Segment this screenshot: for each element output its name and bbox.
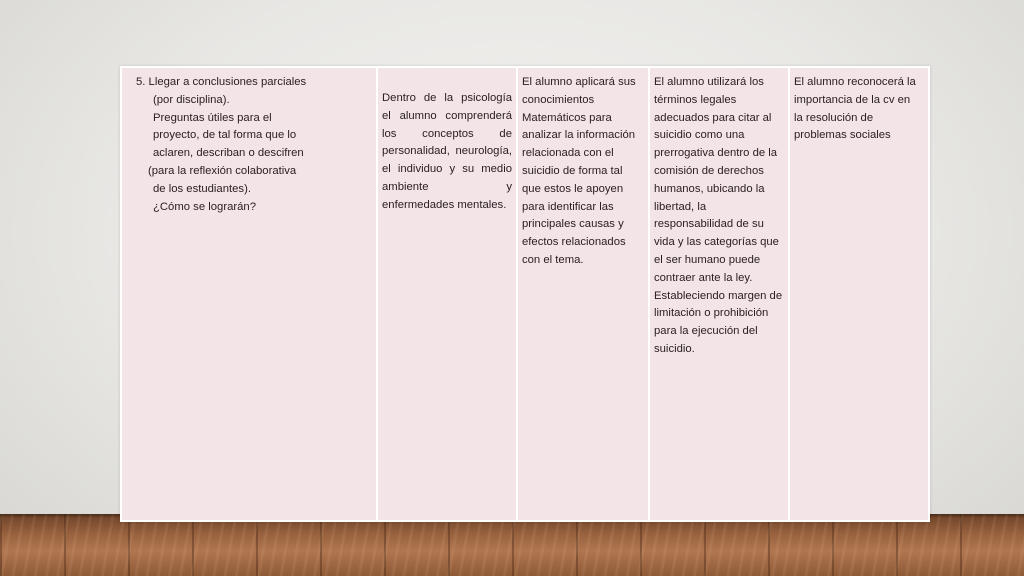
cell-text-line: humanos, ubicando la — [654, 182, 765, 195]
cell-matematicas — [518, 68, 648, 520]
cell-text-line: el ser humano puede — [654, 253, 761, 266]
cell-derecho — [650, 68, 788, 520]
cell-social — [790, 68, 928, 520]
cell-text-line: relacionada con el — [522, 147, 614, 160]
cell-conclusiones — [122, 68, 376, 520]
cell-text-line: El alumno reconocerá la — [794, 76, 916, 88]
cell-text-line: la resolución de — [794, 111, 874, 124]
cell-text-line: el individuo y su medio — [382, 163, 512, 176]
cell-text-line: Estableciendo margen de — [654, 289, 783, 302]
cell-text-line: suicidio. — [654, 342, 695, 355]
cell-text-line: problemas sociales — [794, 129, 891, 142]
cell-text-line: ¿Cómo se lograrán? — [153, 200, 256, 213]
cell-text-line: los conceptos de — [382, 127, 512, 140]
cell-text-line: limitación o prohibición — [654, 307, 769, 320]
cell-text-line: 5. Llegar a conclusiones parciales — [136, 76, 307, 88]
cell-text-line: enfermedades mentales. — [382, 198, 507, 211]
cell-text-line: contraer ante la ley. — [654, 271, 753, 284]
cell-text-line: principales causas y — [522, 218, 624, 231]
cell-text-line: el alumno comprenderá — [382, 109, 512, 122]
cell-text-line: Preguntas útiles para el — [153, 111, 272, 124]
cell-text-line: para identificar las — [522, 200, 614, 213]
cell-text-line: proyecto, de tal forma que lo — [153, 129, 297, 142]
cell-text-line: términos legales — [654, 93, 737, 106]
wooden-floor — [0, 514, 1024, 576]
cell-text-line: vida y las categorías que — [654, 236, 779, 249]
cell-text-line: para la ejecución del — [654, 325, 758, 338]
cell-text-line: que estos le apoyen — [522, 182, 624, 195]
cell-text-line: personalidad, neurología, — [382, 145, 512, 158]
cell-text-line: (por disciplina). — [153, 93, 230, 106]
cell-text-line: El alumno aplicará sus — [522, 76, 636, 88]
cell-text-line: analizar la información — [522, 129, 636, 142]
cell-text-line: comisión de derechos — [654, 164, 764, 177]
cell-text-line: con el tema. — [522, 253, 584, 266]
cell-text-line: suicidio como una — [654, 129, 745, 142]
cell-text-line: libertad, la — [654, 200, 707, 213]
cell-text-line: suicidio de forma tal — [522, 164, 623, 177]
cell-text-line: Matemáticos para — [522, 111, 612, 124]
cell-text-line: (para la reflexión colaborativa — [148, 164, 297, 177]
cell-text-line: El alumno utilizará los — [654, 76, 764, 88]
cell-text-line: adecuados para citar al — [654, 111, 772, 124]
cell-text-line: efectos relacionados — [522, 236, 626, 249]
cell-text-line: Dentro de la psicología — [382, 92, 512, 104]
cell-text-line: responsabilidad de su — [654, 218, 764, 231]
cell-text-line: ambiente y — [382, 180, 512, 193]
content-table — [120, 66, 930, 522]
cell-text-line: prerrogativa dentro de la — [654, 147, 778, 160]
cell-text-line: de los estudiantes). — [153, 182, 251, 195]
cell-text-line: importancia de la cv en — [794, 93, 911, 106]
cell-text-line: aclaren, describan o descifren — [153, 147, 304, 160]
cell-psicologia — [378, 68, 516, 520]
cell-text-line: conocimientos — [522, 93, 595, 106]
